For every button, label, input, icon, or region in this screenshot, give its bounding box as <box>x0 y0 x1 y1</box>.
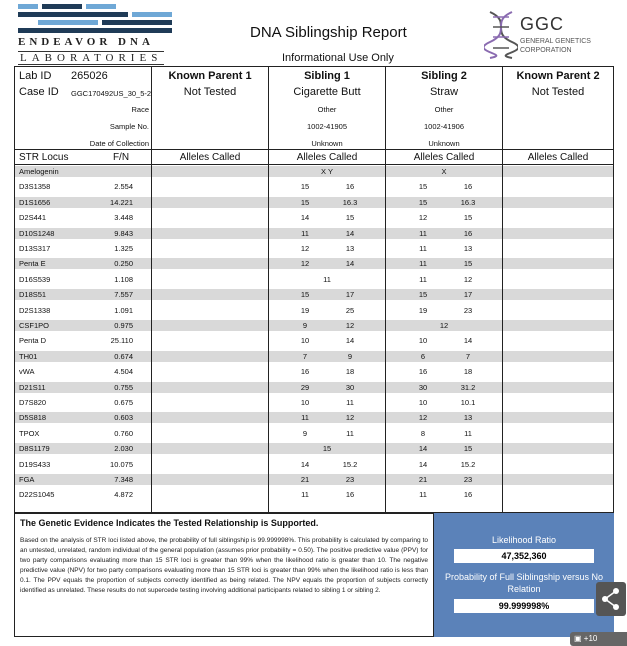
evidence-title: The Genetic Evidence Indicates the Tested Relationship is Supported. <box>20 518 319 528</box>
sibling-1-allele: 15 <box>300 182 310 192</box>
fn-value: 0.603 <box>114 413 133 423</box>
sibling-1-allele: 9 <box>302 321 308 330</box>
sibling-1-allele: 12 <box>345 321 355 330</box>
sibling-2-race: Other <box>434 105 454 114</box>
fn-value: 1.108 <box>114 274 133 284</box>
sibling-2-allele: 12 <box>418 413 428 423</box>
locus-name: D2S1338 <box>19 305 51 315</box>
sibling-2-allele: 14 <box>418 444 428 454</box>
sibling-1-allele: 11 <box>301 228 309 238</box>
likelihood-ratio-value: 47,352,360 <box>454 549 594 563</box>
row-shading <box>15 166 613 177</box>
sibling-1-allele: 18 <box>345 367 355 377</box>
sibling-1-allele: 14 <box>345 259 355 269</box>
locus-name: D10S1248 <box>19 228 55 238</box>
likelihood-ratio-label: Likelihood Ratio <box>491 535 557 545</box>
sibling-2-sample-no: 1002-41906 <box>423 122 465 131</box>
sibling-2-allele: 18 <box>463 367 473 377</box>
sibling-1-allele: 21 <box>300 475 310 484</box>
fn-value: 2.554 <box>114 182 133 192</box>
locus-name: D2S441 <box>19 213 47 223</box>
sibling-1-allele: 12 <box>300 259 310 269</box>
report-subtitle: Informational Use Only <box>282 52 394 64</box>
fn-value: 1.325 <box>114 244 133 253</box>
locus-name: D8S1179 <box>19 444 50 454</box>
sibling-2-allele: 11 <box>419 490 427 500</box>
sibling-1-allele: 15 <box>345 213 355 223</box>
sibling-2-alleles-header: Alleles Called <box>413 152 475 163</box>
sibling-1-race: Other <box>317 105 337 114</box>
case-id-value: GGC170492US_30_5-2 <box>71 89 152 98</box>
row-shading <box>15 320 613 331</box>
locus-name: D18S51 <box>19 290 47 300</box>
fn-value: 0.250 <box>114 259 133 269</box>
dna-helix-icon <box>484 10 518 60</box>
locus-name: D22S1045 <box>19 490 55 500</box>
row-shading <box>15 228 613 239</box>
sibling-2-allele: 10 <box>418 398 428 407</box>
sibling-1-allele: X Y <box>321 167 333 176</box>
sibling-2-allele: 17 <box>463 290 473 300</box>
locus-name: D5S818 <box>19 413 47 423</box>
sibling-2-allele: 10.1 <box>460 398 476 407</box>
locus-name: D21S11 <box>19 382 46 392</box>
fn-value: 2.030 <box>114 444 133 454</box>
sibling-1-allele: 14 <box>345 336 355 346</box>
known-parent-2-status: Not Tested <box>531 86 585 98</box>
sibling-1-allele: 16 <box>345 182 355 192</box>
locus-name: Amelogenin <box>19 167 59 176</box>
sibling-2-allele: 11 <box>419 244 427 253</box>
sibling-1-alleles-header: Alleles Called <box>296 152 358 163</box>
sibling-1-allele: 14 <box>345 228 355 238</box>
lab-id-value: 265026 <box>71 70 108 82</box>
sibling-1-allele: 7 <box>302 351 308 361</box>
sibling-1-allele: 11 <box>346 398 354 407</box>
sibling-2-allele: 15 <box>418 197 428 207</box>
share-button[interactable] <box>596 582 626 616</box>
fn-value: 0.760 <box>114 428 133 438</box>
fn-value: 10.075 <box>110 459 133 469</box>
sibling-2-sample-type: Straw <box>429 86 459 98</box>
sibling-2-allele: 13 <box>463 244 473 253</box>
row-shading <box>15 474 613 485</box>
sibling-2-allele: 15 <box>418 290 428 300</box>
fn-value: 1.091 <box>114 305 133 315</box>
race-label: Race <box>131 105 149 114</box>
sibling-2-allele: 15 <box>463 444 473 454</box>
photo-count-badge[interactable] <box>570 632 627 646</box>
row-shading <box>15 258 613 269</box>
sample-label: Sample No. <box>109 122 149 131</box>
sibling-1-sample-type: Cigarette Butt <box>293 86 361 98</box>
fn-value: 0.755 <box>114 382 133 392</box>
sibling-2-allele: 11 <box>419 228 427 238</box>
sibling-1-allele: 11 <box>346 428 354 438</box>
fn-value: 7.348 <box>114 475 133 484</box>
known-parent-2-title: Known Parent 2 <box>516 70 600 82</box>
sibling-2-allele: 11 <box>419 274 427 284</box>
locus-name: Penta D <box>19 336 47 346</box>
case-id-label: Case ID <box>19 86 59 98</box>
sibling-2-allele: 16 <box>418 367 428 377</box>
sibling-2-date: Unknown <box>428 139 460 148</box>
probability-label: Probability of Full Siblingship versus No Relation <box>444 572 604 594</box>
ggc-subtitle: GENERAL GENETICS CORPORATION <box>520 38 591 54</box>
sibling-2-allele: 16 <box>463 490 473 500</box>
sibling-1-allele: 16 <box>345 490 355 500</box>
report-page <box>14 0 614 646</box>
fn-value: 25.110 <box>110 336 133 346</box>
sibling-2-allele: 15 <box>463 213 473 223</box>
sibling-2-allele: 14 <box>418 459 428 469</box>
fn-value: 14.221 <box>110 197 133 207</box>
locus-name: TPOX <box>19 428 40 438</box>
sibling-2-allele: 23 <box>463 305 473 315</box>
fn-value: 4.872 <box>114 490 133 500</box>
known-parent-1-alleles-header: Alleles Called <box>179 152 241 163</box>
sibling-1-allele: 23 <box>345 475 355 484</box>
sibling-1-allele: 15 <box>300 290 310 300</box>
fn-header: F/N <box>112 152 130 163</box>
sibling-2-allele: 15 <box>463 259 473 269</box>
sibling-2-allele: X <box>441 167 447 176</box>
share-icon <box>596 582 626 616</box>
sibling-2-allele: 11 <box>419 259 427 269</box>
str-locus-header: STR Locus <box>19 152 69 163</box>
sibling-2-allele: 15.2 <box>460 459 476 469</box>
sibling-2-title: Sibling 2 <box>421 70 467 82</box>
sibling-1-allele: 9 <box>302 428 308 438</box>
known-parent-1-title: Known Parent 1 <box>168 70 252 82</box>
sibling-1-allele: 13 <box>345 244 355 253</box>
sibling-1-allele: 12 <box>300 244 310 253</box>
endeavor-logo-bars <box>18 4 174 34</box>
camera-icon: ▣ <box>574 634 582 643</box>
sibling-1-allele: 15 <box>300 197 310 207</box>
sibling-1-allele: 25 <box>345 305 355 315</box>
sibling-2-allele: 6 <box>420 351 426 361</box>
sibling-2-allele: 11 <box>464 428 472 438</box>
sibling-1-allele: 15 <box>322 444 332 454</box>
locus-name: Penta E <box>19 259 46 269</box>
sibling-2-allele: 13 <box>463 413 473 423</box>
sibling-2-allele: 12 <box>418 213 428 223</box>
fn-value: 0.975 <box>114 321 133 330</box>
locus-name: CSF1PO <box>19 321 50 330</box>
photo-count: +10 <box>583 634 598 643</box>
sibling-1-allele: 14 <box>300 213 310 223</box>
report-title: DNA Siblingship Report <box>250 24 407 41</box>
row-shading <box>15 382 613 393</box>
sibling-1-allele: 15.2 <box>342 459 358 469</box>
fn-value: 3.448 <box>114 213 133 223</box>
sibling-2-allele: 8 <box>420 428 426 438</box>
sibling-1-allele: 11 <box>301 490 309 500</box>
sibling-2-allele: 12 <box>439 321 449 330</box>
locus-name: D7S820 <box>19 398 47 407</box>
sibling-2-allele: 7 <box>465 351 471 361</box>
company-name: ENDEAVOR DNA <box>18 36 154 48</box>
known-parent-2-alleles-header: Alleles Called <box>527 152 589 163</box>
sibling-1-sample-no: 1002-41905 <box>306 122 348 131</box>
fn-value: 4.504 <box>114 367 133 377</box>
row-shading <box>15 351 613 362</box>
likelihood-box <box>434 513 614 637</box>
sibling-2-allele: 16 <box>463 228 473 238</box>
fn-value: 7.557 <box>114 290 133 300</box>
evidence-box <box>14 513 434 637</box>
sibling-1-allele: 30 <box>345 382 355 392</box>
sibling-2-allele: 12 <box>463 274 473 284</box>
sibling-2-allele: 14 <box>463 336 473 346</box>
locus-name: D3S1358 <box>19 182 51 192</box>
sibling-2-allele: 10 <box>418 336 428 346</box>
sibling-2-allele: 21 <box>418 475 428 484</box>
sibling-2-allele: 30 <box>418 382 428 392</box>
str-results-table <box>14 66 614 513</box>
row-shading <box>15 289 613 300</box>
known-parent-1-status: Not Tested <box>183 86 237 98</box>
sibling-1-allele: 17 <box>345 290 355 300</box>
sibling-1-allele: 12 <box>345 413 355 423</box>
sibling-2-allele: 15 <box>418 182 428 192</box>
sibling-2-allele: 31.2 <box>460 382 476 392</box>
locus-name: vWA <box>19 367 35 377</box>
locus-name: FGA <box>19 475 35 484</box>
sibling-1-date: Unknown <box>311 139 343 148</box>
company-sub: LABORATORIES <box>20 52 163 64</box>
ggc-name: GGC <box>520 14 565 34</box>
sibling-1-allele: 16.3 <box>342 197 358 207</box>
row-shading <box>15 412 613 423</box>
row-shading <box>15 197 613 208</box>
sibling-2-allele: 16.3 <box>460 197 476 207</box>
sibling-1-allele: 10 <box>300 336 310 346</box>
locus-name: D13S317 <box>19 244 51 253</box>
lab-id-label: Lab ID <box>19 70 52 82</box>
sibling-1-allele: 11 <box>323 274 331 284</box>
fn-value: 9.843 <box>114 228 133 238</box>
sibling-1-allele: 14 <box>300 459 310 469</box>
evidence-body: Based on the analysis of STR loci listed above, the probability of full siblingship is 99.999998%. This probability is calculated by comparing to an untested, unrelated, random individual of the general population (assumes prior probability = 0.50). The positive predictive value (PPV) for two party comparisons evaluating more than 15 STR loci is greater than 99% when the likelihood ratio is greater than 10. The negative predictive value (NPV) for two party comparisons evaluating more than 15 STR loci is greater than 99% when the likelihood ratio is less than 0.1. The PPV equals the proportion of subjects correctly identified as being related. The NPV equals the proportion of subjects correctly identified as unrelated. These results do not supercede testing involving additional participants related to sibling 1 or sibling 2. <box>20 537 428 594</box>
sibling-1-allele: 16 <box>300 367 310 377</box>
sibling-1-allele: 11 <box>301 413 309 423</box>
sibling-1-allele: 29 <box>300 382 310 392</box>
sibling-2-allele: 23 <box>463 475 473 484</box>
fn-value: 0.674 <box>114 351 133 361</box>
probability-value: 99.999998% <box>454 599 594 613</box>
row-shading <box>15 443 613 454</box>
sibling-1-title: Sibling 1 <box>304 70 350 82</box>
locus-name: TH01 <box>19 351 38 361</box>
locus-name: D19S433 <box>19 459 51 469</box>
sibling-2-allele: 16 <box>463 182 473 192</box>
sibling-1-allele: 9 <box>347 351 353 361</box>
fn-value: 0.675 <box>114 398 133 407</box>
sibling-1-allele: 19 <box>300 305 310 315</box>
locus-name: D16S539 <box>19 274 51 284</box>
date-label: Date of Collection <box>89 139 149 148</box>
sibling-1-allele: 10 <box>300 398 310 407</box>
locus-name: D1S1656 <box>19 197 51 207</box>
sibling-2-allele: 19 <box>418 305 428 315</box>
